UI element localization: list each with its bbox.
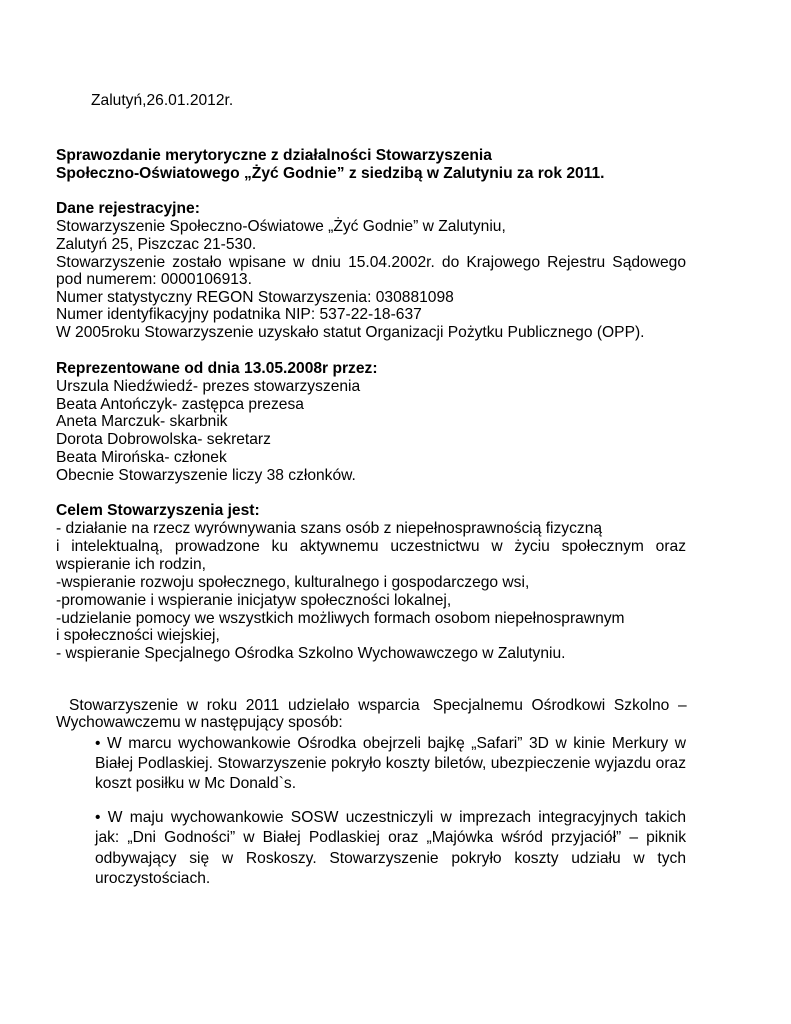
title-line-1: Sprawozdanie merytoryczne z działalności Stowarzyszenia: [56, 147, 492, 164]
representative: Beata Antończyk- zastępca prezesa: [56, 396, 304, 413]
registration-line: Zalutyń 25, Piszczac 21-530.: [56, 236, 257, 253]
support-bullet-2: odbywający się w Roskoszy. Stowarzyszenie pokryło koszty udziału w tych: [95, 850, 686, 867]
registration-line: Stowarzyszenie zostało wpisane w dniu 15.04.2002r. do Krajowego Rejestru Sądowego: [56, 254, 686, 271]
registration-line: Numer statystyczny REGON Stowarzyszenia: 030881098: [56, 289, 454, 306]
representative: Dorota Dobrowolska- sekretarz: [56, 431, 271, 448]
goal-line: - działanie na rzecz wyrównywania szans osób z niepełnosprawnością fizyczną: [56, 520, 603, 537]
goal-line: -promowanie i wspieranie inicjatyw społeczności lokalnej,: [56, 592, 452, 609]
goal-line: - wspieranie Specjalnego Ośrodka Szkolno Wychowawczego w Zalutyniu.: [56, 645, 566, 662]
support-intro: Stowarzyszenie w roku 2011 udzielało wsparcia Specjalnemu Ośrodkowi Szkolno –: [56, 697, 687, 714]
registration-line: Numer identyfikacyjny podatnika NIP: 537-22-18-637: [56, 306, 422, 323]
support-bullet-1: Białej Podlaskiej. Stowarzyszenie pokryło koszty biletów, ubezpieczenie wyjazdu oraz: [95, 755, 686, 772]
registration-heading: Dane rejestracyjne:: [56, 200, 200, 217]
support-bullet-2: uroczystościach.: [95, 870, 211, 887]
representative: Urszula Niedźwiedź- prezes stowarzyszenia: [56, 378, 361, 395]
support-bullet-1: koszt posiłku w Mc Donald`s.: [95, 775, 297, 792]
goal-line: -wspieranie rozwoju społecznego, kulturalnego i gospodarczego wsi,: [56, 574, 530, 591]
registration-line: W 2005roku Stowarzyszenie uzyskało statut Organizacji Pożytku Publicznego (OPP).: [56, 324, 645, 341]
representation-heading: Reprezentowane od dnia 13.05.2008r przez:: [56, 360, 378, 377]
registration-line: Stowarzyszenie Społeczno-Oświatowe „Żyć Godnie” w Zalutyniu,: [56, 218, 506, 235]
representative: Beata Mirońska- członek: [56, 449, 227, 466]
goal-line: -udzielanie pomocy we wszystkich możliwych formach osobom niepełnosprawnym: [56, 610, 625, 627]
title-line-2: Społeczno-Oświatowego „Żyć Godnie” z siedzibą w Zalutyniu za rok 2011.: [56, 165, 605, 182]
goals-heading: Celem Stowarzyszenia jest:: [56, 502, 260, 519]
goal-line: i społeczności wiejskiej,: [56, 627, 220, 644]
goal-line: i intelektualną, prowadzone ku aktywnemu uczestnictwu w życiu społecznym oraz: [56, 538, 686, 555]
member-count: Obecnie Stowarzyszenie liczy 38 członków.: [56, 467, 356, 484]
support-intro: Wychowawczemu w następujący sposób:: [56, 714, 343, 731]
goal-line: wspieranie ich rodzin,: [56, 556, 206, 573]
support-bullet-2: • W maju wychowankowie SOSW uczestniczyli w imprezach integracyjnych takich: [95, 809, 686, 826]
representative: Aneta Marczuk- skarbnik: [56, 413, 228, 430]
registration-line: pod numerem: 0000106913.: [56, 271, 252, 288]
support-bullet-1: • W marcu wychowankowie Ośrodka obejrzeli bajkę „Safari” 3D w kinie Merkury w: [95, 735, 686, 752]
support-bullet-2: jak: „Dni Godności” w Białej Podlaskiej oraz „Majówka wśród przyjaciół” – piknik: [95, 829, 686, 846]
date-line: Zalutyń,26.01.2012r.: [91, 92, 234, 109]
